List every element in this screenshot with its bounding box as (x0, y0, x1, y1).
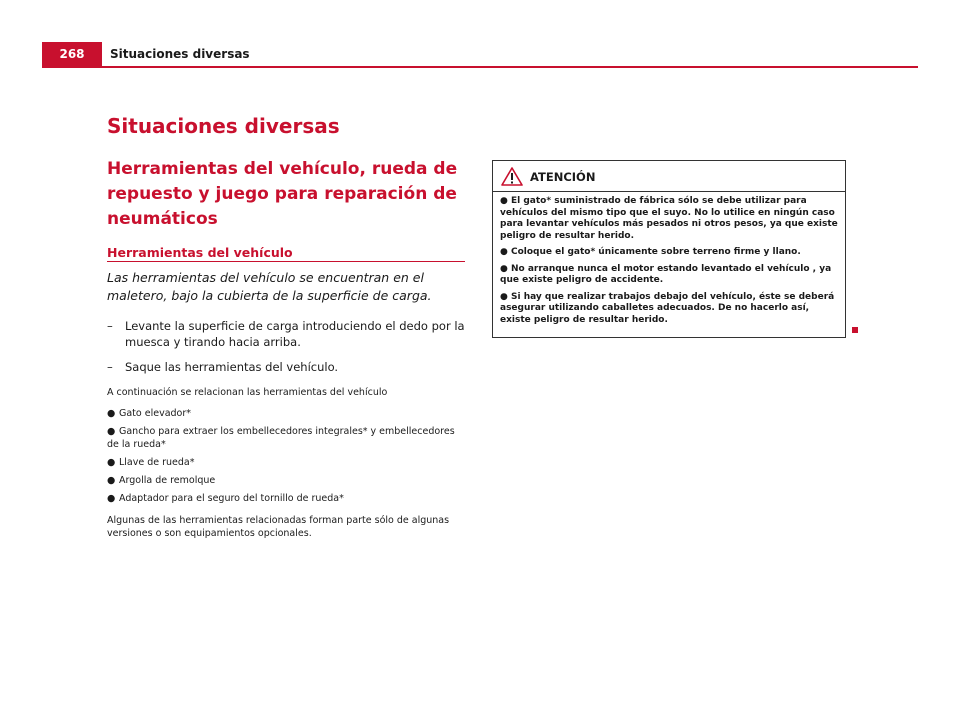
list-item (500, 196, 838, 242)
list-item (107, 493, 467, 506)
intro-paragraph: Las herramientas del vehículo se encuentran en el maletero, bajo la cubierta de la superficie de carga. (107, 270, 432, 303)
header-rule (42, 66, 918, 68)
page-number: 268 (42, 42, 102, 66)
bullet: ● (500, 196, 508, 206)
warning-text: Coloque el gato* únicamente sobre terreno firme y llano. (511, 247, 801, 257)
step-text: Saque las herramientas del vehículo. (125, 360, 339, 374)
section-end-marker (852, 327, 858, 333)
bullet: ● (500, 247, 508, 257)
topic-title: Herramientas del vehículo (107, 245, 293, 260)
tool-text: Adaptador para el seguro del tornillo de rueda* (119, 492, 344, 504)
list-item (500, 292, 838, 327)
bullet: ● (500, 263, 508, 274)
topic-rule (107, 261, 465, 262)
bullet: ● (107, 492, 116, 504)
warning-list (493, 192, 845, 326)
tool-text: Llave de rueda* (119, 456, 195, 468)
tool-text: Argolla de remolque (119, 474, 216, 486)
step-marker: – (107, 360, 113, 374)
tool-text: Gancho para extraer los embellecedores integrales* y embellecedores de la rueda* (107, 426, 455, 450)
subsection-title: Herramientas del vehículo, rueda de repuesto y juego para reparación de neumáticos (107, 159, 458, 229)
tools-list (107, 408, 467, 511)
warning-text: El gato* suministrado de fábrica sólo se debe utilizar para vehículos del mismo tipo que el suyo. No lo utilice en ningún caso para levantar vehículos más pesados ni otros pesos, ya que existe peligro de resultar herido. (500, 196, 838, 241)
bullet: ● (107, 408, 116, 419)
list-item (500, 247, 838, 259)
list-item (500, 264, 838, 287)
bullet: ● (107, 426, 116, 437)
tool-text: Gato elevador* (119, 408, 192, 419)
step-item (107, 318, 467, 350)
warning-text: Si hay que realizar trabajos debajo del vehículo, éste se deberá asegurar utilizando caballetes adecuados. De no hacerlo así, existe peligro de resultar herido. (500, 291, 835, 325)
bullet: ● (500, 291, 508, 302)
warning-triangle-icon (501, 167, 523, 186)
list-item (107, 475, 467, 488)
step-marker: – (107, 319, 113, 333)
step-item (107, 359, 467, 375)
step-text: Levante la superficie de carga introduciendo el dedo por la muesca y tirando hacia arriba. (125, 319, 465, 349)
warning-header (493, 161, 845, 192)
bullet: ● (107, 456, 116, 468)
list-item (107, 457, 467, 470)
step-list (107, 318, 467, 384)
warning-text: No arranque nunca el motor estando levantado el vehículo , ya que existe peligro de accidente. (500, 263, 832, 285)
warning-title: ATENCIÓN (530, 170, 596, 184)
tools-intro: A continuación se relacionan las herramientas del vehículo (107, 387, 388, 398)
list-item (107, 426, 467, 451)
list-item (107, 408, 467, 421)
footnote: Algunas de las herramientas relacionadas forman parte sólo de algunas versiones o son equipamientos opcionales. (107, 515, 450, 539)
bullet: ● (107, 474, 116, 486)
section-title: Situaciones diversas (107, 114, 340, 138)
running-header-title: Situaciones diversas (110, 47, 250, 61)
warning-box (492, 160, 846, 338)
